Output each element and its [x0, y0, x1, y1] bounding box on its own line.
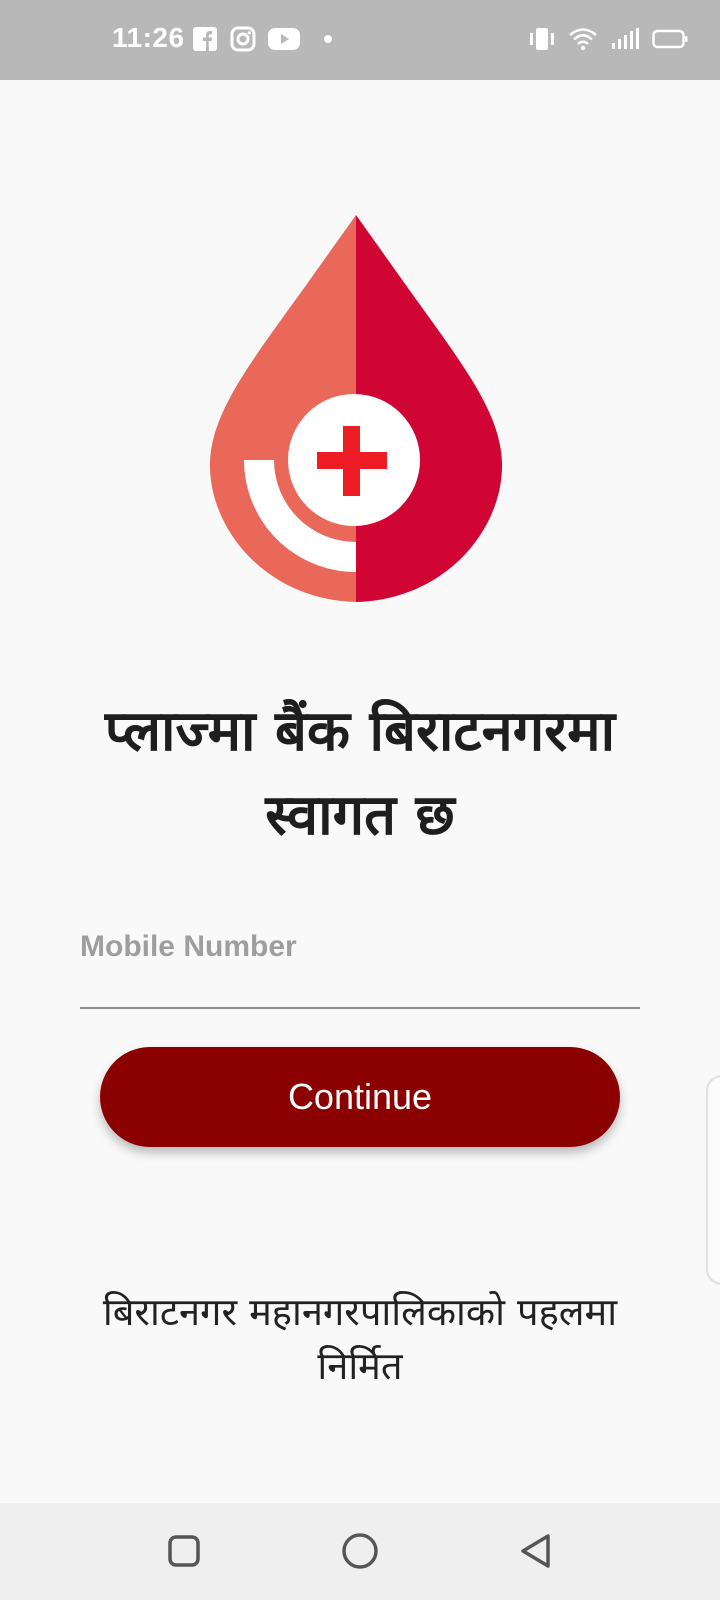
home-button[interactable] [338, 1529, 382, 1573]
continue-button[interactable]: Continue [100, 1047, 620, 1147]
youtube-icon [268, 27, 300, 51]
recents-button[interactable] [162, 1529, 206, 1573]
status-system-icons [528, 26, 688, 52]
vibrate-icon [528, 26, 556, 52]
footer-credit [40, 1285, 680, 1393]
facebook-icon [192, 26, 218, 52]
welcome-title-line2: स्वागत छ [265, 783, 455, 848]
wifi-icon [568, 27, 598, 51]
circle-home-icon [341, 1532, 379, 1570]
edge-panel-handle[interactable] [706, 1075, 720, 1285]
mobile-number-input[interactable] [80, 917, 640, 977]
status-bar [0, 0, 720, 80]
navigation-bar [0, 1503, 720, 1600]
square-recents-icon [167, 1534, 201, 1568]
mobile-number-field[interactable] [80, 915, 640, 1009]
status-notification-icons [192, 26, 332, 52]
battery-icon [652, 28, 688, 50]
instagram-icon [230, 26, 256, 52]
back-button[interactable] [514, 1529, 558, 1573]
status-time: 11:26 [112, 22, 185, 53]
welcome-title [30, 690, 690, 858]
welcome-title-line1: प्लाज्मा बैंक बिराटनगरमा [104, 699, 616, 764]
signal-icon [610, 27, 640, 51]
plasma-drop-logo [206, 210, 516, 620]
notification-dot-icon [324, 35, 332, 43]
triangle-back-icon [518, 1532, 554, 1570]
footer-line1: बिराटनगर महानगरपालिकाको पहलमा [102, 1290, 618, 1334]
footer-line2: निर्मित [317, 1344, 403, 1388]
